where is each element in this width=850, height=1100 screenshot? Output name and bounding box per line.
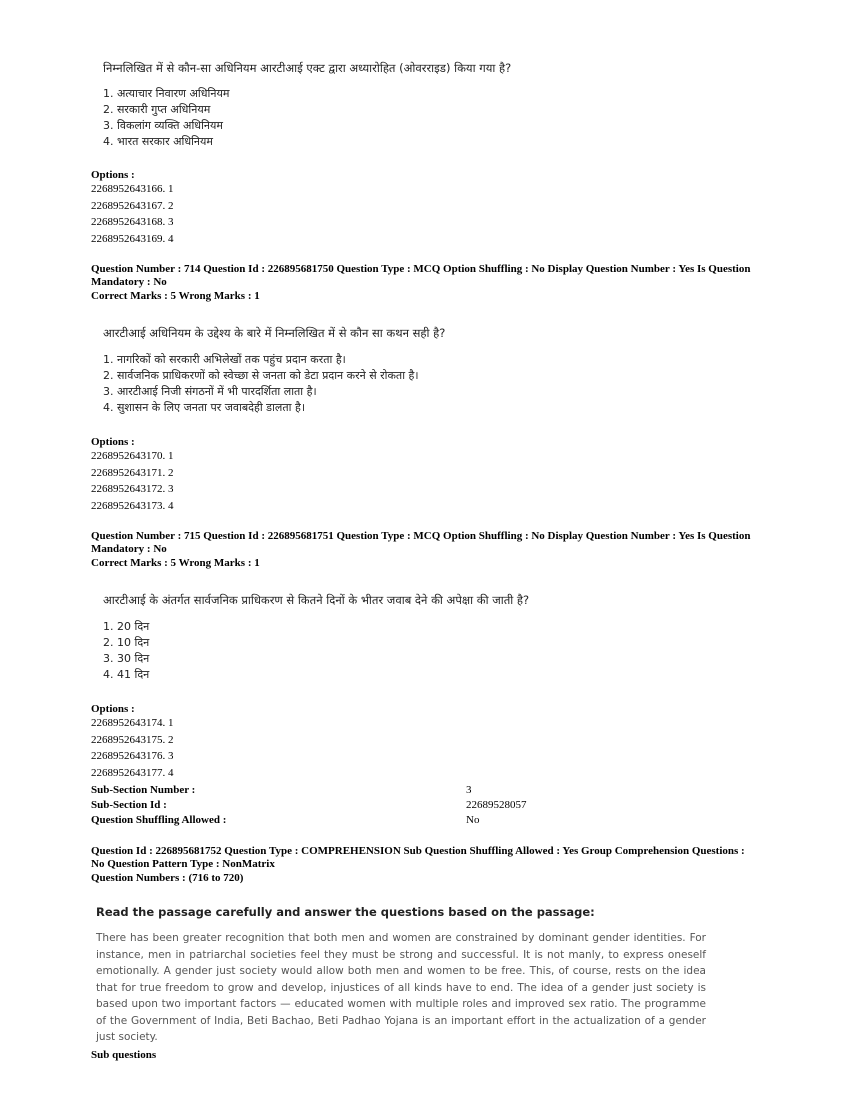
choice-list (103, 86, 229, 150)
subsection-number-value: 3 (466, 784, 472, 796)
choice-item: 2. सरकारी गुप्त अधिनियम (103, 103, 211, 116)
option-id: 2268952643173. 4 (91, 499, 174, 512)
sub-questions-label: Sub questions (91, 1049, 157, 1061)
choice-list (103, 352, 419, 416)
option-id: 2268952643175. 2 (91, 733, 174, 746)
question-marks: Correct Marks : 5 Wrong Marks : 1 (91, 557, 260, 569)
option-id: 2268952643172. 3 (91, 483, 174, 495)
choice-item: 3. आरटीआई निजी संगठनों में भी पारदर्शिता लाता है। (103, 385, 317, 398)
question-meta: Question Number : 715 Question Id : 226895681751 Question Type : MCQ Option Shuffling : No Display Question Number : Yes Is Question Mandatory : No (91, 530, 751, 555)
option-id: 2268952643171. 2 (91, 466, 174, 479)
shuffle-allowed-value: No (466, 814, 480, 826)
question-text: निम्नलिखित में से कौन-सा अधिनियम आरटीआई एक्ट द्वारा अध्यारोहित (ओवरराइड) किया गया है? (103, 61, 512, 75)
question-text: आरटीआई के अंतर्गत सार्वजनिक प्राधिकरण से कितने दिनों के भीतर जवाब देने की अपेक्षा की जाती है? (103, 593, 530, 607)
choice-item: 1. अत्याचार निवारण अधिनियम (103, 87, 230, 100)
question-numbers: Question Numbers : (716 to 720) (91, 872, 244, 884)
options-label: Options : (91, 703, 135, 715)
option-id: 2268952643176. 3 (91, 750, 174, 762)
option-id: 2268952643169. 4 (91, 232, 174, 245)
options-label: Options : (91, 169, 135, 181)
options-block (91, 703, 174, 781)
choice-item: 3. 30 दिन (103, 652, 150, 665)
option-id: 2268952643174. 1 (91, 717, 174, 729)
choice-item: 4. 41 दिन (103, 668, 150, 681)
choice-item: 4. भारत सरकार अधिनियम (103, 135, 213, 148)
option-id: 2268952643166. 1 (91, 183, 174, 195)
choice-item: 1. 20 दिन (103, 620, 150, 633)
option-id: 2268952643177. 4 (91, 766, 174, 779)
subsection-number-label: Sub-Section Number : (91, 784, 196, 796)
option-id: 2268952643167. 2 (91, 199, 174, 212)
comprehension-meta: Question Id : 226895681752 Question Type : COMPREHENSION Sub Question Shuffling Allowed : Yes Group Comprehension Questions : No Question Pattern Type : NonMatrix (91, 845, 745, 870)
choice-list (103, 619, 149, 683)
options-block (91, 169, 174, 247)
options-block (91, 436, 174, 514)
option-id: 2268952643170. 1 (91, 450, 174, 462)
subsection-id-label: Sub-Section Id : (91, 799, 167, 811)
choice-item: 1. नागरिकों को सरकारी अभिलेखों तक पहुंच प्रदान करता है। (103, 353, 346, 366)
question-text: आरटीआई अधिनियम के उद्देश्य के बारे में निम्नलिखित में से कौन सा कथन सही है? (103, 326, 446, 340)
choice-item: 3. विकलांग व्यक्ति अधिनियम (103, 119, 223, 132)
option-id: 2268952643168. 3 (91, 216, 174, 228)
choice-item: 2. सार्वजनिक प्राधिकरणों को स्वेच्छा से जनता को डेटा प्रदान करने से रोकता है। (103, 369, 419, 382)
question-meta: Question Number : 714 Question Id : 226895681750 Question Type : MCQ Option Shuffling : No Display Question Number : Yes Is Question Mandatory : No (91, 263, 751, 288)
options-label: Options : (91, 436, 135, 448)
passage-text: There has been greater recognition that both men and women are constrained by dominant gender identities. For instance, men in patriarchal societies feel they must be strong and successful. It is not manly, to express oneself emotionally. A gender just society would allow both men and women to be free. This, of course, rests on the idea that for true freedom to grow and develop, injustices of all kinds have to end. The idea of a gender just society is based upon two important factors — educated women with multiple roles and improved sex ratio. The programme of the Government of India, Beti Bachao, Beti Padhao Yojana is an important effort in the actualization of a gender just society. (96, 932, 706, 1043)
subsection-id-value: 22689528057 (466, 799, 527, 811)
choice-item: 4. सुशासन के लिए जनता पर जवाबदेही डालता है। (103, 401, 306, 414)
choice-item: 2. 10 दिन (103, 636, 150, 649)
shuffle-allowed-label: Question Shuffling Allowed : (91, 814, 227, 826)
passage-heading: Read the passage carefully and answer the questions based on the passage: (96, 905, 595, 919)
question-marks: Correct Marks : 5 Wrong Marks : 1 (91, 290, 260, 302)
